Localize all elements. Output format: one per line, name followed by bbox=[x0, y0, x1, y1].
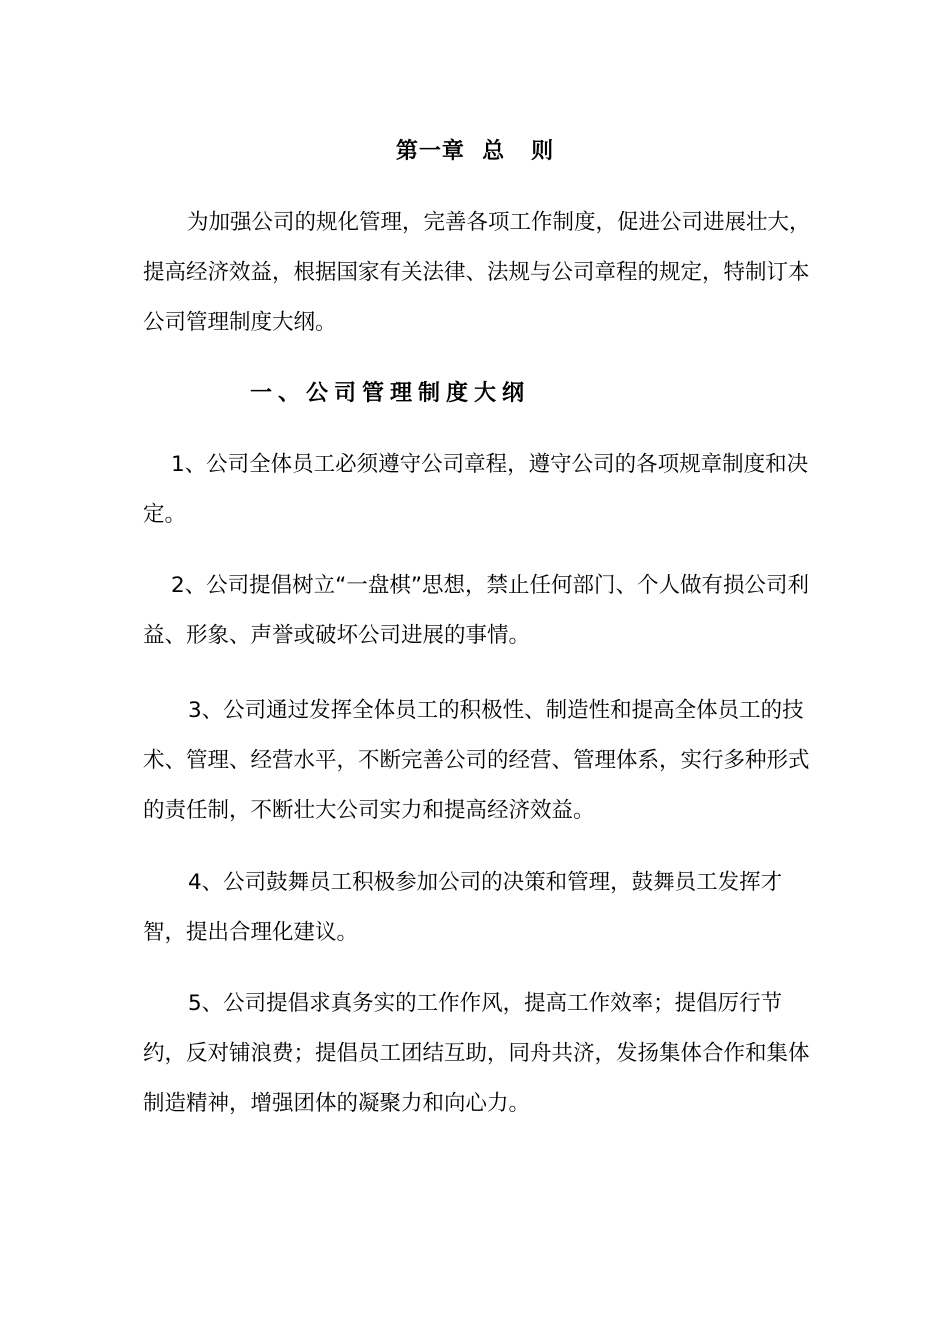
rule-item-3: 3、公司通过发挥全体员工的积极性、制造性和提高全体员工的技术、管理、经营水平，不断完善公司的经营、管理体系，实行多种形式的责任制，不断壮大公司实力和提高经济效益。 bbox=[143, 698, 810, 823]
chapter-title: 第一章 总 则 bbox=[395, 139, 555, 164]
rule-item-1: 1、公司全体员工必须遵守公司章程，遵守公司的各项规章制度和决定。 bbox=[143, 452, 809, 527]
rule-item-2: 2、公司提倡树立“一盘棋”思想，禁止任何部门、个人做有损公司利益、形象、声誉或破坏公司进展的事情。 bbox=[143, 573, 809, 648]
intro-paragraph: 为加强公司的规化管理，完善各项工作制度，促进公司进展壮大，提高经济效益，根据国家有关法律、法规与公司章程的规定，特制订本公司管理制度大纲。 bbox=[143, 210, 811, 335]
rule-item-5: 5、公司提倡求真务实的工作作风，提高工作效率；提倡厉行节约，反对铺浪费；提倡员工团结互助，同舟共济，发扬集体合作和集体制造精神，增强团体的凝聚力和向心力。 bbox=[143, 991, 810, 1116]
section-heading: 一、公司管理制度大纲 bbox=[250, 381, 531, 406]
rule-item-4: 4、公司鼓舞员工积极参加公司的决策和管理，鼓舞员工发挥才智，提出合理化建议。 bbox=[143, 870, 783, 945]
